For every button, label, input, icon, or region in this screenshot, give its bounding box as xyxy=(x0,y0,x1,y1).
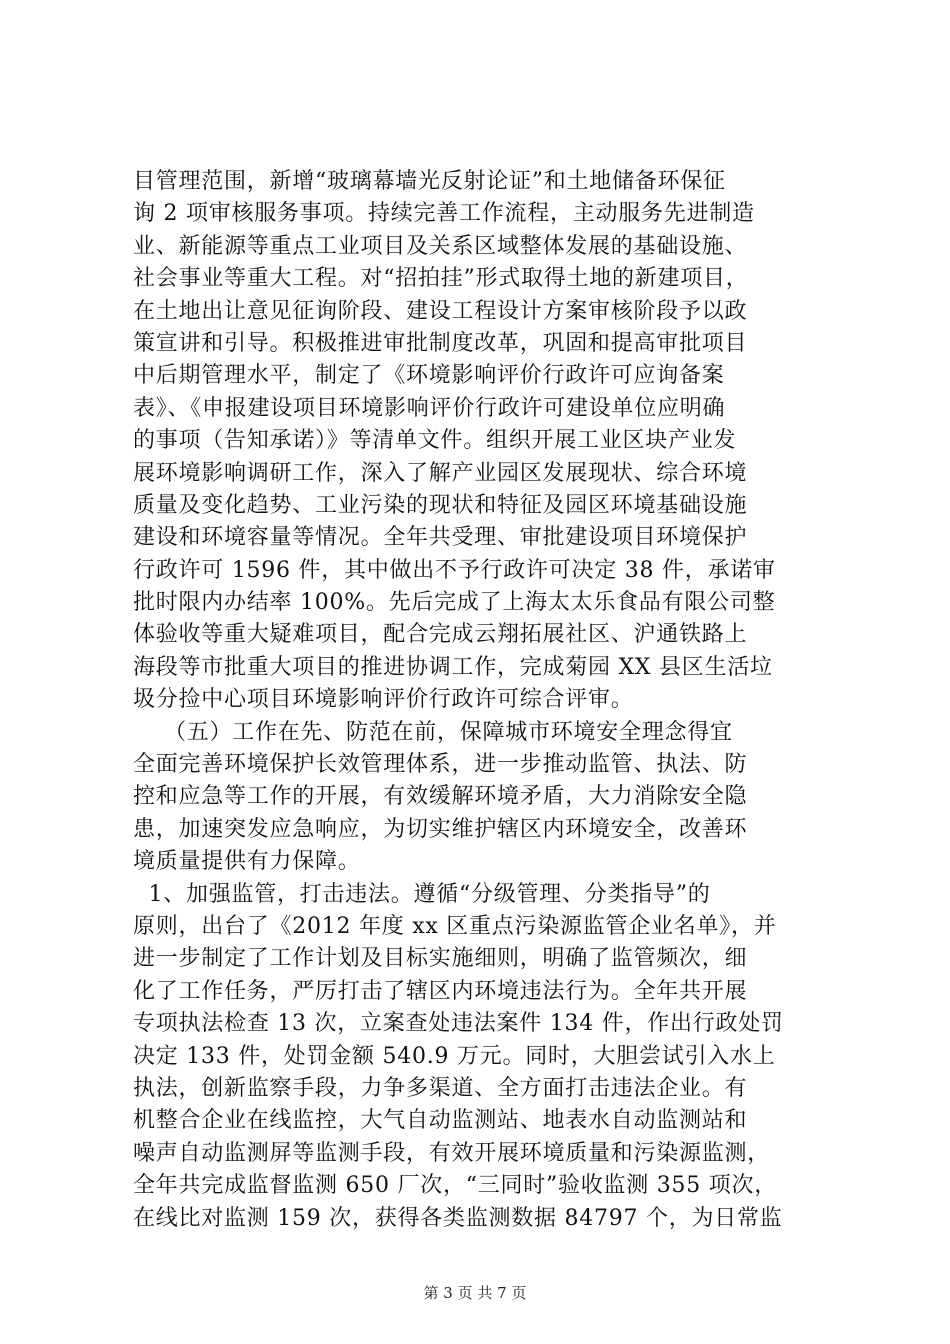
text-line: 建设和环境容量等情况。全年共受理、审批建设项目环境保护 xyxy=(133,525,748,551)
text-line: 专项执法检查 13 次，立案查处违法案件 134 件，作出行政处罚 xyxy=(133,1011,784,1037)
text-line: 目管理范围，新增“玻璃幕墙光反射论证”和土地储备环保征 xyxy=(133,169,726,194)
text-line: 化了工作任务，严厉打击了辖区内环境违法行为。全年共开展 xyxy=(133,978,748,1004)
subsection-heading-line: 1、加强监管，打击违法。遵循“分级管理、分类指导”的 xyxy=(133,881,711,907)
text-line: 的事项（告知承诺）》等清单文件。组织开展工业区块产业发 xyxy=(133,428,737,454)
text-line: 表》、《申报建设项目环境影响评价行政许可建设单位应明确 xyxy=(133,395,726,421)
text-line: 批时限内办结率 100%。先后完成了上海太太乐食品有限公司整 xyxy=(133,590,776,616)
text-line: 执法，创新监察手段，力争多渠道、全方面打击违法企业。有 xyxy=(133,1075,748,1101)
text-line: 中后期管理水平，制定了《环境影响评价行政许可应询备案 xyxy=(133,363,725,389)
text-line: 全面完善环境保护长效管理体系，进一步推动监管、执法、防 xyxy=(133,752,748,778)
page-number-footer: 第 3 页 共 7 页 xyxy=(423,1284,527,1302)
text-line: 圾分捡中心项目环境影响评价行政许可综合评审。 xyxy=(133,687,634,713)
text-line: 境质量提供有力保障。 xyxy=(133,849,361,875)
section-heading-line: （五）工作在先、防范在前，保障城市环境安全理念得宜 xyxy=(133,719,733,745)
text-line: 在土地出让意见征询阶段、建设工程设计方案审核阶段予以政 xyxy=(133,298,748,324)
text-line: 患，加速突发应急响应，为切实维护辖区内环境安全，改善环 xyxy=(133,816,748,842)
text-line: 进一步制定了工作计划及目标实施细则，明确了监管频次，细 xyxy=(133,946,748,972)
text-line: 原则，出台了《2012 年度 xx 区重点污染源监管企业名单》，并 xyxy=(133,913,777,939)
text-line: 质量及变化趋势、工业污染的现状和特征及园区环境基础设施 xyxy=(133,492,748,518)
text-line: 策宣讲和引导。积极推进审批制度改革，巩固和提高审批项目 xyxy=(133,330,748,356)
text-line: 在线比对监测 159 次，获得各类监测数据 84797 个，为日常监 xyxy=(133,1205,783,1231)
text-line: 海段等市批重大项目的推进协调工作，完成菊园 XX 县区生活垃 xyxy=(133,654,773,680)
text-line: 展环境影响调研工作，深入了解产业园区发展现状、综合环境 xyxy=(133,460,748,486)
text-line: 噪声自动监测屏等监测手段，有效开展环境质量和污染源监测， xyxy=(133,1140,771,1166)
text-line: 决定 133 件，处罚金额 540.9 万元。同时，大胆尝试引入水上 xyxy=(133,1043,776,1069)
document-body xyxy=(133,166,833,1235)
text-line: 社会事业等重大工程。对“招拍挂”形式取得土地的新建项目， xyxy=(133,266,749,292)
text-line: 全年共完成监督监测 650 厂次，“三同时”验收监测 355 项次， xyxy=(133,1173,777,1199)
text-line: 机整合企业在线监控，大气自动监测站、地表水自动监测站和 xyxy=(133,1108,748,1134)
text-line: 行政许可 1596 件，其中做出不予行政许可决定 38 件，承诺审 xyxy=(133,557,776,583)
text-line: 体验收等重大疑难项目，配合完成云翔拓展社区、沪通铁路上 xyxy=(133,622,748,648)
text-line: 询 2 项审核服务事项。持续完善工作流程，主动服务先进制造 xyxy=(133,201,755,227)
text-line: 业、新能源等重点工业项目及关系区域整体发展的基础设施、 xyxy=(133,233,748,259)
text-line: 控和应急等工作的开展，有效缓解环境矛盾，大力消除安全隐 xyxy=(133,784,748,810)
